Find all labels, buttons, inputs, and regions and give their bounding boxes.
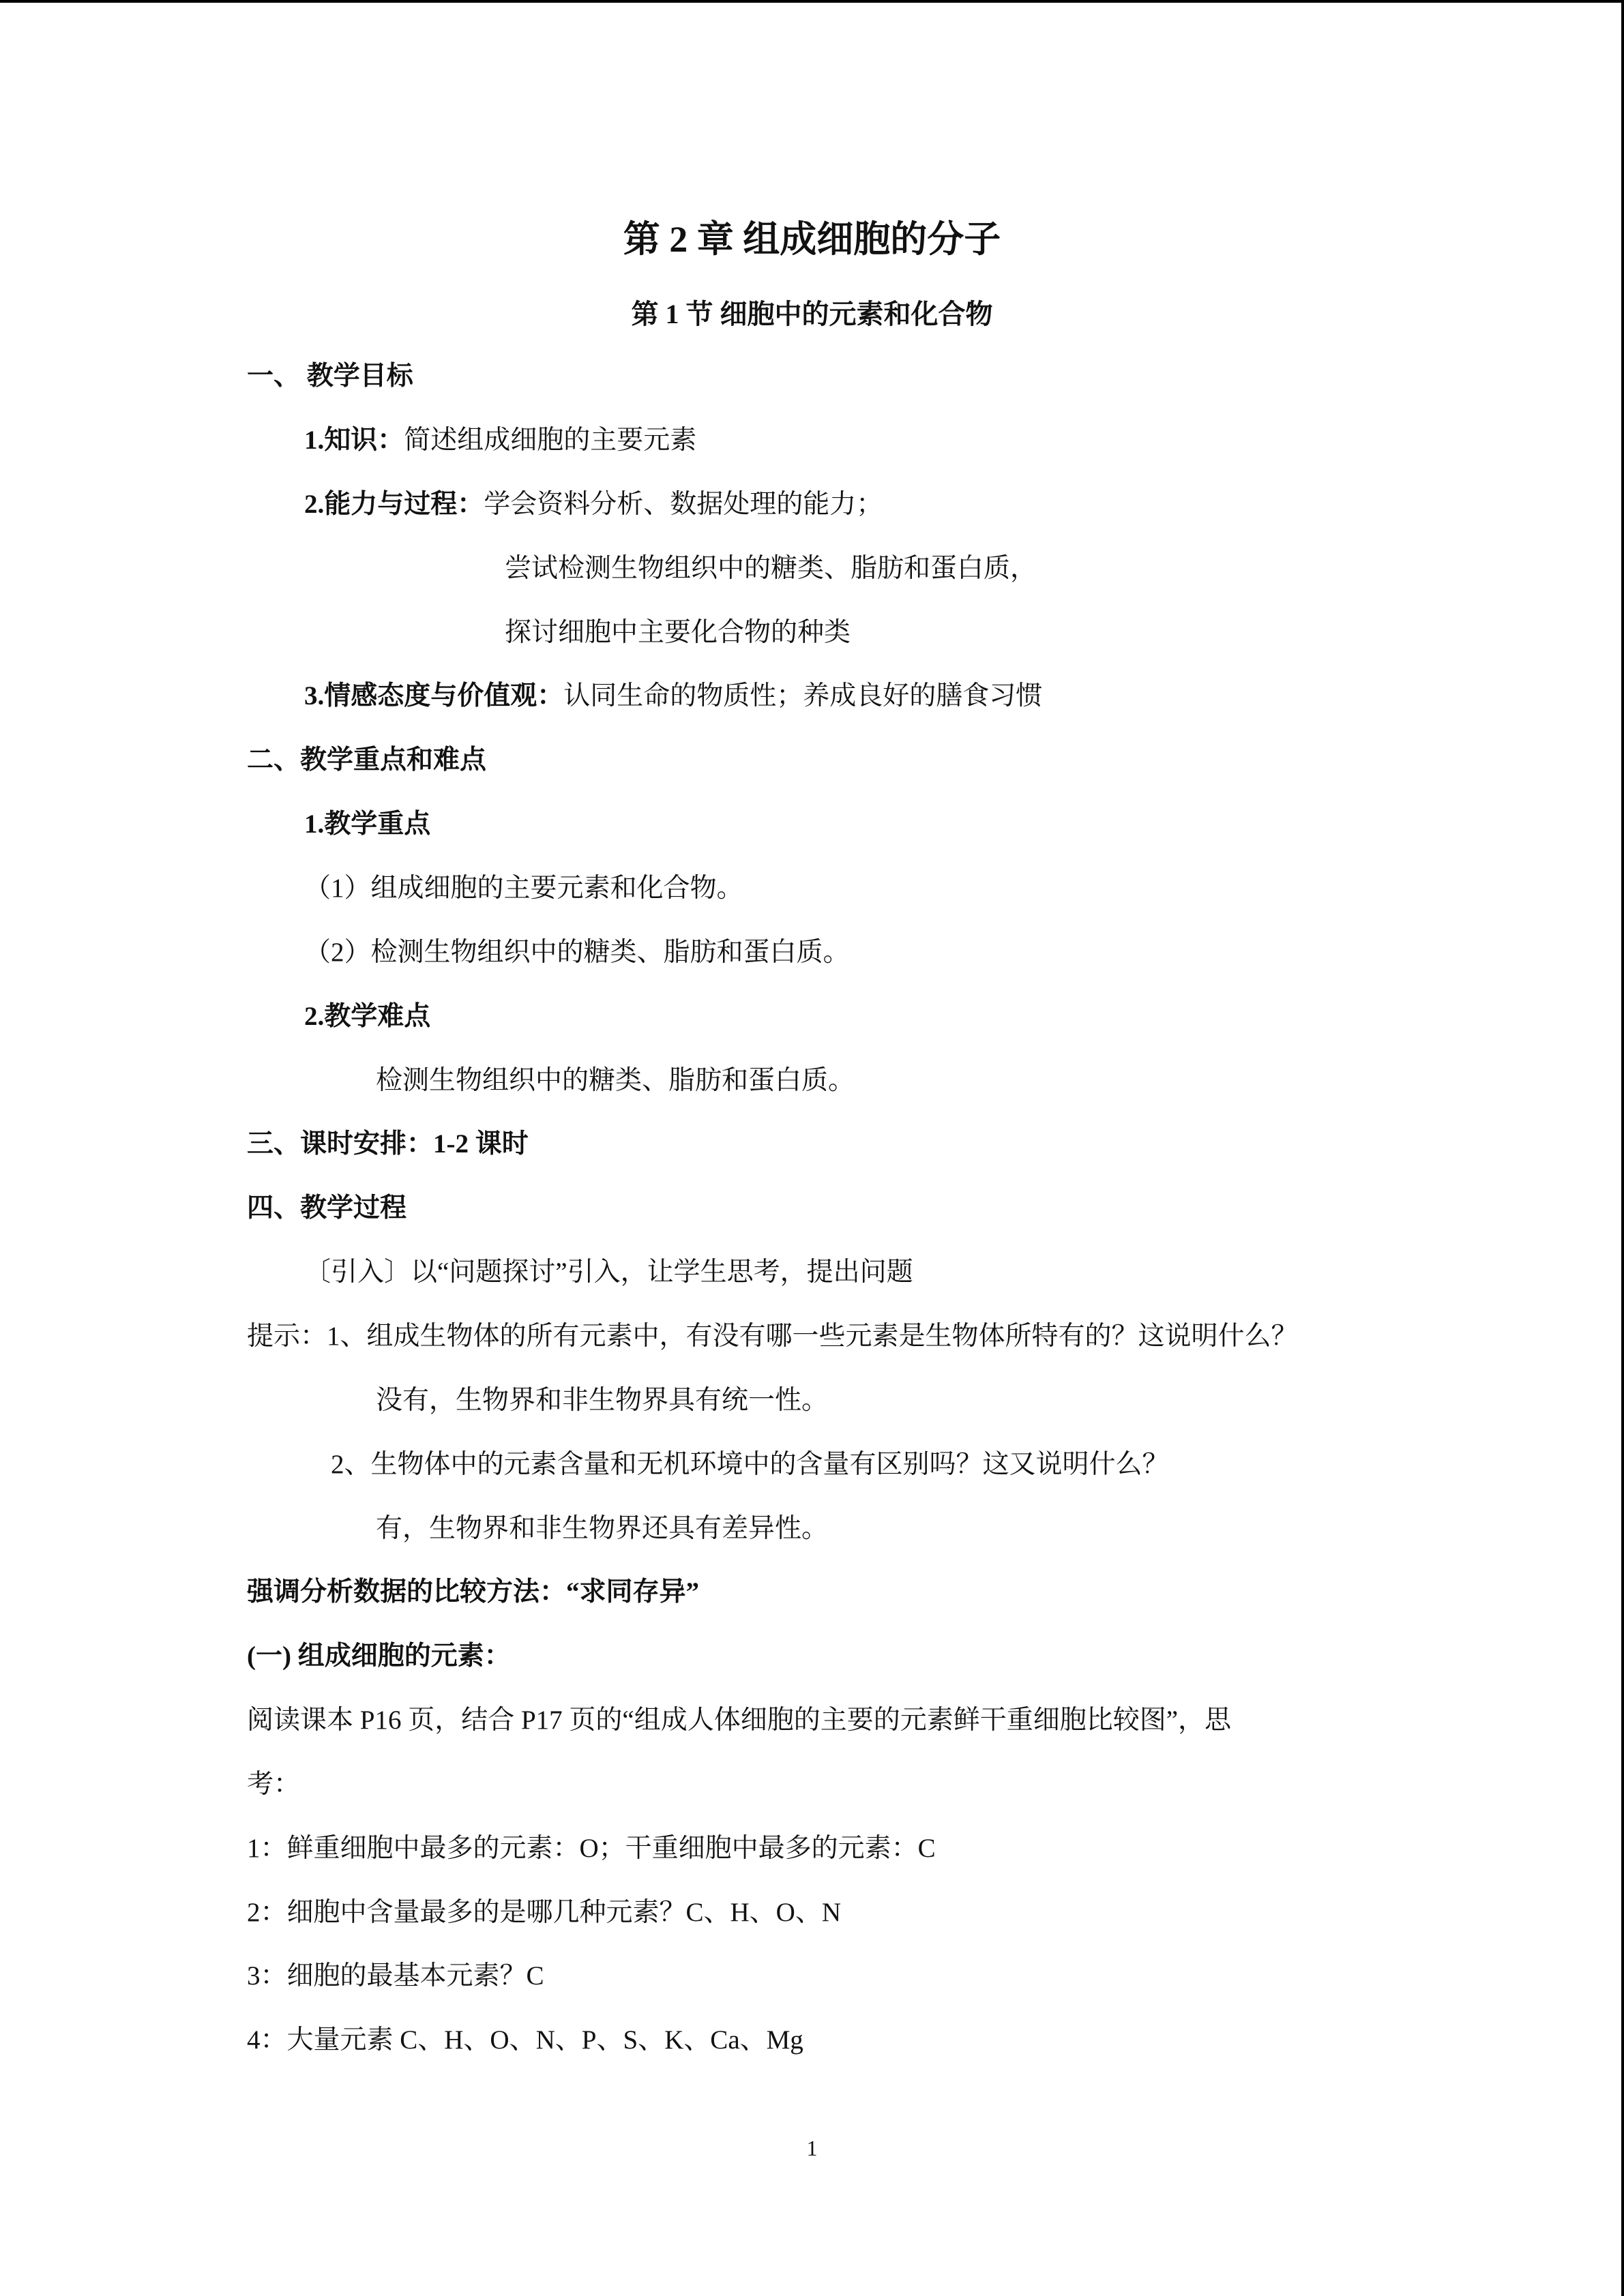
answer-1: 没有，生物界和非生物界具有统一性。 [376, 1386, 829, 1415]
question-4: 4：大量元素 C、H、O、N、P、S、K、Ca、Mg [247, 2025, 803, 2055]
reading-line-2: 考： [247, 1770, 301, 1799]
ability-text-2: 尝试检测生物组织中的糖类、脂肪和蛋白质， [505, 554, 1037, 583]
objective-emotion [304, 680, 1042, 713]
ability-text-3: 探讨细胞中主要化合物的种类 [505, 618, 851, 647]
emphasis-line: 强调分析数据的比较方法：“求同存异” [247, 1577, 700, 1607]
emotion-text: 认同生命的物质性；养成良好的膳食习惯 [563, 681, 1043, 711]
answer-2: 有，生物界和非生物界还具有差异性。 [376, 1514, 829, 1543]
hint-2: 2、生物体中的元素含量和无机环境中的含量有区别吗？这又说明什么？ [331, 1450, 1169, 1479]
process-heading: 四、教学过程 [247, 1193, 407, 1223]
ability-label: 2.能力与过程： [304, 490, 484, 519]
schedule-line: 三、课时安排：1-2 课时 [247, 1129, 529, 1159]
key-points-heading: 二、教学重点和难点 [247, 745, 487, 775]
focus-item-2: （2）检测生物组织中的糖类、脂肪和蛋白质。 [304, 938, 850, 967]
objective-knowledge [304, 424, 696, 457]
question-3: 3：细胞的最基本元素？C [247, 1961, 544, 1991]
knowledge-label: 1.知识： [304, 426, 404, 455]
objective-ability [304, 488, 883, 521]
knowledge-text: 简述组成细胞的主要元素 [404, 426, 697, 455]
subsection-elements: (一) 组成细胞的元素： [247, 1641, 511, 1671]
question-2: 2：细胞中含量最多的是哪几种元素？C、H、O、N [247, 1898, 842, 1927]
focus-item-1: （1）组成细胞的主要元素和化合物。 [304, 874, 743, 903]
chapter-title: 第 2 章 组成细胞的分子 [623, 219, 1001, 260]
hint-1: 提示：1、组成生物体的所有元素中，有没有哪一些元素是生物体所特有的？这说明什么？ [247, 1322, 1298, 1351]
page-top-border [0, 0, 1624, 3]
intro-line: 〔引入〕以“问题探讨”引入，让学生思考，提出问题 [304, 1257, 913, 1287]
difficulty-heading: 2.教学难点 [304, 1002, 431, 1031]
objectives-heading: 一、 教学目标 [247, 361, 413, 391]
reading-line-1: 阅读课本 P16 页，结合 P17 页的“组成人体细胞的主要的元素鲜干重细胞比较图”，思 [247, 1705, 1232, 1735]
emotion-label: 3.情感态度与价值观： [304, 681, 564, 711]
ability-text-1: 学会资料分析、数据处理的能力； [484, 490, 883, 519]
page-right-border [1621, 0, 1624, 2296]
question-1: 1：鲜重细胞中最多的元素：O；干重细胞中最多的元素：C [247, 1834, 936, 1863]
difficulty-item-1: 检测生物组织中的糖类、脂肪和蛋白质。 [376, 1066, 855, 1095]
page-number: 1 [806, 2136, 818, 2160]
section-title: 第 1 节 细胞中的元素和化合物 [631, 299, 993, 329]
focus-heading: 1.教学重点 [304, 809, 431, 839]
